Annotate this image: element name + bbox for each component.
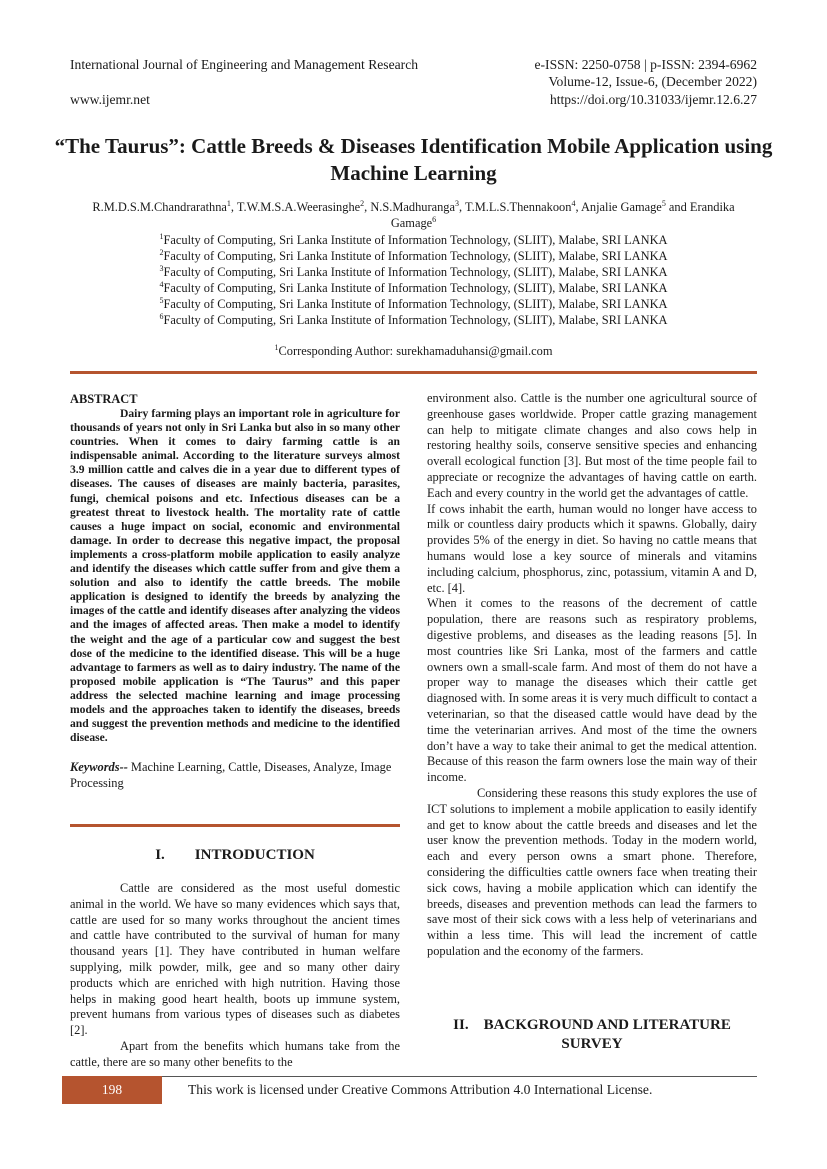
introduction-body [70,881,400,1071]
affiliation-sup: 6 [159,311,164,321]
affiliation-text: Faculty of Computing, Sri Lanka Institute of Information Technology, (SLIIT), Malabe, SRI LANKA [163,313,668,327]
page-number: 198 [62,1076,162,1104]
author-affiliation-sup: 5 [661,198,666,208]
intro-paragraph-2: Apart from the benefits which humans take from the cattle, there are so many other benefits to the [70,1038,400,1069]
affiliation-line [70,312,757,328]
paper-title: “The Taurus”: Cattle Breeds & Diseases Identification Mobile Application using Machine Learning [54,134,773,185]
affiliation-text: Faculty of Computing, Sri Lanka Institute of Information Technology, (SLIIT), Malabe, SRI LANKA [163,249,668,263]
author-affiliation-sup: 2 [360,198,365,208]
affiliation-line [70,232,757,248]
doi-link[interactable]: https://doi.org/10.31033/ijemr.12.6.27 [549,92,757,107]
affiliation-list [70,232,757,328]
volume-issue: Volume-12, Issue-6, (December 2022) [548,74,757,89]
license-notice[interactable]: This work is licensed under Creative Commons Attribution 4.0 International License. [188,1082,653,1097]
affiliation-line [70,280,757,296]
issn: e-ISSN: 2250-0758 | p-ISSN: 2394-6962 [534,57,757,72]
corresponding-sup: 1 [274,342,279,352]
author-affiliation-sup: 3 [455,198,459,208]
author-name: T.M.L.S.Thennakoon [464,200,572,214]
keywords-text: Machine Learning, Cattle, Diseases, Analyze, Image Processing [70,760,392,791]
intro-paragraph-1: Cattle are considered as the most useful domestic animal in the world. We have so many evidences which says that, cattle are used for so many works throughout the ancient times and cattle have contributed to the survival of human for many thousand years [1]. They have contributed in human welfare supplying, milk powder, milk, gee and so many other dairy products which are enriched with high nutrition. Having those helps in making good heart health, boots up immune system, prevent humans from various types of diseases such as diabetes [2]. [70,881,400,1038]
affiliation-line [70,296,757,312]
affiliation-sup: 2 [159,247,164,257]
right-paragraph-2: If cows inhabit the earth, human would no longer have access to milk or countless dairy products which it spawns. Globally, dairy provides 5% of the energy in diet. So having no cattle means that humans would lose a key source of minerals and vitamins including calcium, phosphorus, zinc, potassium, vitamin A and D, etc. [4]. [427,501,757,595]
abstract-divider [70,824,400,827]
affiliation-line [70,264,757,280]
section-heading-background: II. BACKGROUND AND LITERATURE SURVEY [453,1017,735,1052]
affiliation-text: Faculty of Computing, Sri Lanka Institute of Information Technology, (SLIIT), Malabe, SRI LANKA [163,265,668,279]
author-affiliation-sup: 6 [432,214,437,224]
left-column [70,392,400,792]
author-name: Erandika Gamage [390,200,735,230]
affiliation-sup: 5 [159,295,164,305]
affiliation-sup: 1 [159,231,164,241]
affiliation-sup: 4 [159,279,164,289]
author-affiliation-sup: 4 [571,198,576,208]
author-name: R.M.D.S.M.Chandrarathna [92,200,227,214]
affiliation-text: Faculty of Computing, Sri Lanka Institute of Information Technology, (SLIIT), Malabe, SRI LANKA [163,233,668,247]
affiliation-sup: 3 [159,263,164,273]
affiliation-text: Faculty of Computing, Sri Lanka Institute of Information Technology, (SLIIT), Malabe, SRI LANKA [163,281,668,295]
header-divider [70,371,757,374]
author-name: T.W.M.S.A.Weerasinghe [236,200,361,214]
abstract-heading: ABSTRACT [70,392,138,406]
corresponding-author [70,343,757,359]
journal-website-link[interactable]: www.ijemr.net [70,92,150,107]
affiliation-text: Faculty of Computing, Sri Lanka Institute of Information Technology, (SLIIT), Malabe, SRI LANKA [163,297,668,311]
right-paragraph-4: Considering these reasons this study explores the use of ICT solutions to implement a mobile application to easily identify and get to know about the cattle breeds and diseases and let the user know the prevention methods. Today in the modern world, each and every person owns a smart phone. Therefore, considering the difficulties cattle owners face when treating their sick cows, having a mobile application which can identify the breeds, diseases and prevention methods can lead the farmers to save most of their sick cows with a less help of veterinarians and within a less time. This will lead the increment of cattle population and the economy of the farmers. [427,785,757,958]
right-paragraph-3: When it comes to the reasons of the decrement of cattle population, there are reasons such as respiratory problems, digestive problems, and diseases as the leading reasons [5]. In most countries like Sri Lanka, most of the farmers and cattle owners own a small-scale farm. And most of them do not have a proper way to manage the diseases which their cattle get diagnosed with. In some areas it is very much difficult to contact a veterinarian, so that the diseased cattle would have dead by the time the veterinarian arrives. And most of the time the owners don’t have a way to take their animal to get the medical attention. Because of this reason the farm owners lose the main way of their income. [427,596,757,785]
right-column [427,391,757,960]
corresponding-email[interactable]: Corresponding Author: surekhamaduhansi@gmail.com [278,344,553,358]
keywords [70,760,400,792]
affiliation-line [70,248,757,264]
author-name: N.S.Madhuranga [370,200,455,214]
section-heading-introduction: I. INTRODUCTION [155,847,315,863]
keywords-label: Keywords-- [70,760,128,775]
right-paragraph-1: environment also. Cattle is the number one agricultural source of greenhouse gases worldwide. Proper cattle grazing management can help to mitigate climate changes and also cows help in restoring healthy soils, conserve sensitive species and enhancing overall ecological function [3]. But most of the time people fail to appreciate or recognize the advantages of having cattle on earth. Each and every country in the world get the advantages of cattle. [427,391,757,500]
journal-name: International Journal of Engineering and Management Research [70,57,419,72]
author-name: Anjalie Gamage [580,200,662,214]
author-list: R.M.D.S.M.Chandrarathna$^1$, T.W.M.S.A.Weerasinghe$^2$, N.S.Madhuranga$^3$, T.M.L.S.Thennakoon$^4$, Anjalie Gamage$^5$ and Erandika Gamage$^6$ [92,198,735,230]
abstract-body: Dairy farming plays an important role in agriculture for thousands of years not only in Sri Lanka but also in so many other countries. When it comes to dairy farming cattle is an indispensable animal. According to the literature surveys almost 3.9 million cattle and calves die in a year due to different types of diseases. The causes of diseases are mainly bacteria, parasites, fungi, chemical poisons and etc. Infectious diseases can be a greatest threat to livestock health. The mortality rate of cattle causes a huge impact on social, economic and environmental damage. In order to decrease this negative impact, the proposal implements a cross-platform mobile application to easily analyze and identify the diseases which cattle suffer from and give them a solution and also to identify the cattle breeds. The mobile application is designed to identify the breeds by analyzing the images of the cattle and identify diseases after analyzing the videos and the images of affected areas. Then make a model to identify the weight and the age of a particular cow and suggest the best dose of the medicine to the identified disease. This will be a huge advantage to farmers as well as to dairy industry. The name of the proposed mobile application is “The Taurus” and this paper address the selected machine learning and image processing models and the approaches taken to identify the diseases, breeds and suggest the prevention methods and medicine to the identified disease. [70,407,400,745]
author-affiliation-sup: 1 [226,198,231,208]
